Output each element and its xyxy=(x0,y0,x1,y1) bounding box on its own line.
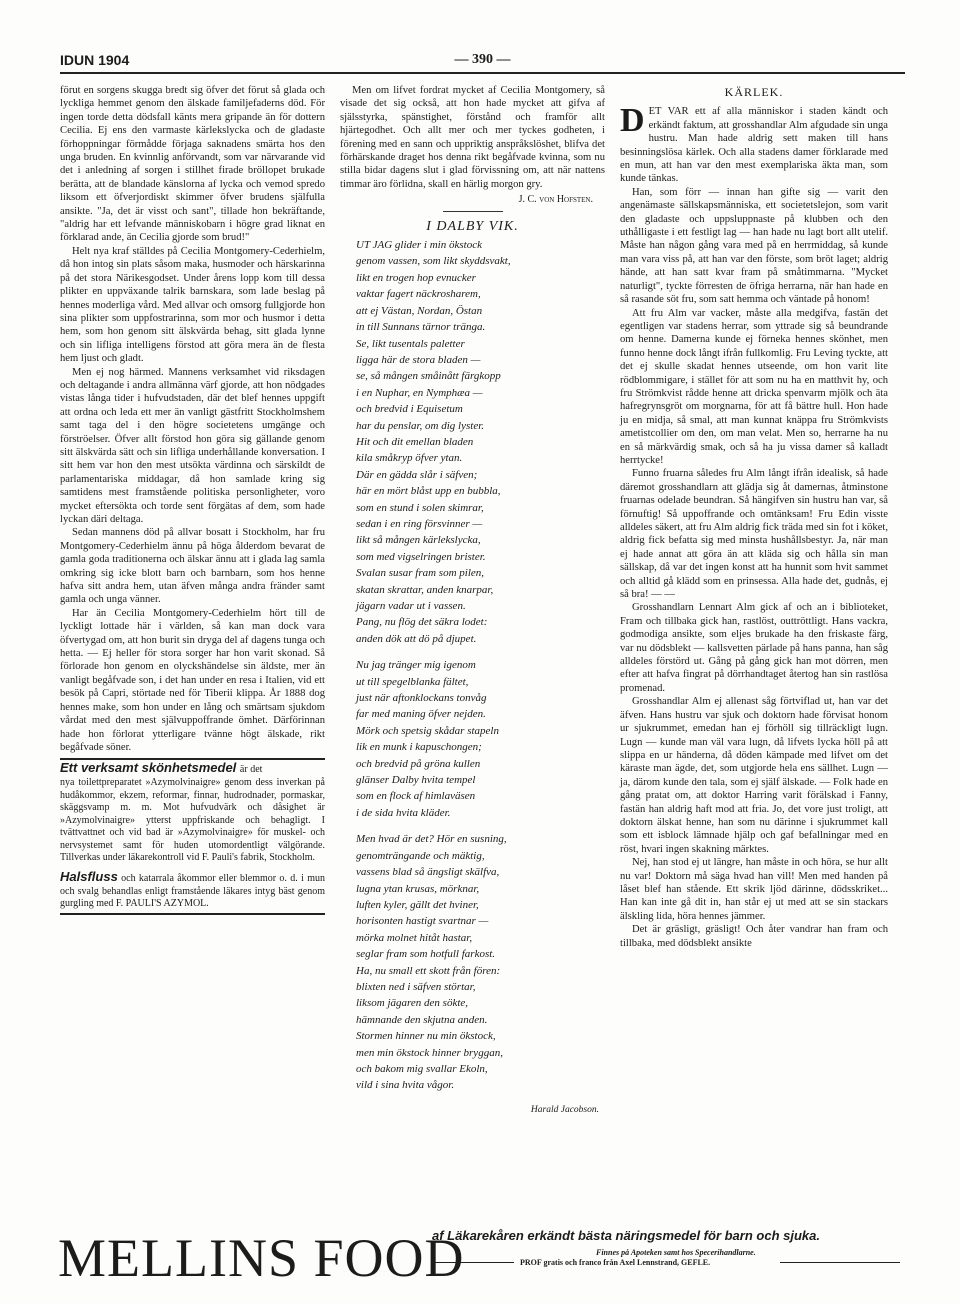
poem-line: skatan skrattar, anden knarpar, xyxy=(356,583,494,596)
poem-line: likt så mången kärlekslycka, xyxy=(356,534,481,547)
poem-line: och bredvid på gröna kullen xyxy=(356,757,481,770)
ad-heading-text: Ett verksamt skönhetsmedel xyxy=(60,760,237,776)
ad-heading: Halsfluss xyxy=(60,869,118,885)
first-paragraph xyxy=(620,102,888,185)
ad-body: nya toilettpreparatet »Azymolvinaigre» genom dess inverkan på hudåkommor, ekzem, reformar, finnar, hudrodnader, pormaskar, skäggsvamp m. m. Mot hufvudvärk och dåsighet är »Azymolvinaigre» ytterst uppfriskande och behagligt. I tvättvattnet och vid bad är »Azymolvinaigre» för muskel- och nervsystemet samt för huden utomordentligt välgörande. Tillverkas under läkarekontroll vid F. Pauli's fabrik, Stockholm. xyxy=(60,776,325,864)
page-header xyxy=(60,50,905,74)
poem-line: lik en munk i kapuschongen; xyxy=(356,741,482,754)
paragraph: Har än Cecilia Montgomery-Cederhielm hört till de lyckligt lottade här i världen, så kan man dock vara öfvertygad om, att hon burit sin dryga del af dagens tunga och hetta. — Ej heller för stora sorger har hon varit skonad. Så förlorade hon genom en olyckshändelse sin äldste, mer än vanligt begåfvade son, i det han under en resa i Italien, vid ett besök på Capri, störtade ned för Tiberii klippa. År 1888 dog hennes make, som hon under en lång och smärtsam sjukdom vårdat med den mest självuppoffrande ömhet. Därförinnan hade hon förlorat ytterligare tvänne högt älskade, rikt begåfvade söner. xyxy=(60,607,325,753)
paragraph: Det är gräsligt, gräsligt! Och åter vandrar han fram och tillbaka, med dödsblekt ansikte xyxy=(620,924,888,949)
poem-line: mörka molnet hitåt hastar, xyxy=(356,931,473,944)
mellins-sample-offer: PROF gratis och franco från Axel Lennstrand, GEFLE. xyxy=(520,1258,711,1267)
poem-line: Nu jag tränger mig igenom xyxy=(356,659,476,672)
ad-heading xyxy=(60,762,325,777)
column-3 xyxy=(620,84,888,950)
mellins-tagline: af Läkarekåren erkändt bästa näringsmedel för barn och sjuka. xyxy=(432,1228,820,1243)
paragraph: Funno fruarna således fru Alm långt ifrån idealisk, så hade däremot grosshandlarn att glädja sig åt damernas, åtminstone fruarnas odelade beundran. Så hängifven sin hustru han var, så förnuftig! Så uppoffrande och omtänksam! Fru Edin visste alldeles säkert, att fru Alm aldrig fick träda med sin fot i köket, aldrig fick befatta sig med minsta hushållsbestyr. Ja, när man ej hade annat att göra än att kläda sig och hålla sin man sällskap, då var det ingen konst att ha hunnit som hvit sammet och alltid gå klädd som en prinsessa. Alla hade det, gudnås, ej så bra! — — xyxy=(620,468,888,601)
poem-line: vassens blad så ängsligt skälfva, xyxy=(356,866,500,879)
poem-stanza xyxy=(356,831,605,1094)
ad-heading-tail: är det xyxy=(239,764,263,776)
poem-line: Där en gädda slår i säfven; xyxy=(356,468,478,481)
poem-line: här en mört blåst upp en bubbla, xyxy=(356,485,501,498)
poem-line: vaktar fagert näckrosharem, xyxy=(356,288,481,301)
magazine-issue: IDUN 1904 xyxy=(60,52,130,68)
signature-name: von Hofsten. xyxy=(539,194,593,206)
poem-line: anden dök att dö på djupet. xyxy=(356,632,477,645)
poem-line: som en stund i solen skimrar, xyxy=(356,501,484,514)
story-title: KÄRLEK. xyxy=(724,85,784,99)
column-2 xyxy=(340,84,605,1117)
paragraph: Men ej nog härmed. Mannens verksamhet vid riksdagen och deltagande i andra allmänna värf gjorde, att hon nödgades vistas långa tider i hufvudstaden, där det blef hennes uppgift att ordna och leda ett mer än vanligt gästfritt Stockholmshem samt taga del i den högre societetens umgänge och förströelser. Öfver allt förstod hon göra sig gällande genom sitt älskvärda sätt och sin lifliga underhållande konversation. I sitt hem var hon den mest utsökta värdinna och särskildt de parlamentariska middagar, då hon samlade kring sig samtidens mest framstående politiska personligheter, voro mycket eftersökta och torde sent förgätas af dem, som hade lyckan däri deltaga. xyxy=(60,366,325,525)
page-number: — 390 — xyxy=(454,52,511,67)
paragraph: förut en sorgens skugga bredt sig öfver det förut så glada och lyckliga hemmet genom den älskade familjefaderns död. För ingen torde detta dödsfall känts mera gripande än för dottern Cecilia. Ej ens den varmaste kärlekslycka och de gladaste förhoppningar förmådde förjaga saknadens smärta hos den unga bruden. En kvinnlig anförvandt, som var närvarande vid det i anledning af sorgen i stillhet firade bröllopet brukade berätta, att de blandade känslorna af lycka och vemod spredo liksom ett öfverjordiskt skimmer öfver brudens själfulla ansikte. "Ja, det är visst och sant", tillade hon bekräftande, "aldrig har ett lefvande människobarn i högre grad liknat en förklarad ande, än Cecilia gjorde som brud!" xyxy=(60,85,325,244)
author-signature xyxy=(340,193,593,206)
poem xyxy=(340,237,605,1094)
divider xyxy=(432,1262,514,1263)
poem-line: genom vassen, som likt skyddsvakt, xyxy=(356,255,511,268)
divider xyxy=(443,211,503,212)
poem-line: glänser Dalby hvita tempel xyxy=(356,774,476,787)
poem-line: som med vigselringen brister. xyxy=(356,550,486,563)
poem-line: far med maning öfver nejden. xyxy=(356,708,486,721)
poem-line: hämnande den skjutna anden. xyxy=(356,1013,488,1026)
poem-line: genomträngande och mäktig, xyxy=(356,849,485,862)
mellins-food-brand: MELLINS FOOD xyxy=(58,1228,465,1288)
poem-line: har du penslar, om dig lyster. xyxy=(356,419,485,432)
paragraph: Att fru Alm var vacker, måste alla medgifva, fastän det egentligen var stadens herrar, som yttrade sig så beundrande om henne. Damerna kunde ej förneka hennes skönhet, men funno henne dock långt ifrån fullkomlig. Fru Leving tyckte, att det ej skulle skadat hennes utseende, om hon varit lite rödblommigare, i stället för att som nu ha en matthvit hy, och fru Strömkvist rådde henne att dricka spenvarm mjölk och äta hafregrynsgröt om morgnarna, för att få bättre hull. Hon hade ju en midja, så smal, att man kunnat knäppa fru Strömkvists ametistcollier om den, om man velat. Men so, herrarne ha nu en så märkvärdig smak, och så ha ju vissa damer så kalladt herrtycke! xyxy=(620,307,888,466)
poem-line: Svalan susar fram som pilen, xyxy=(356,567,485,580)
poem-line: Men hvad är det? Hör en susning, xyxy=(356,833,507,846)
poem-line: Mörk och spetsig skådar stapeln xyxy=(356,724,499,737)
poem-title: I DALBY VIK. xyxy=(426,218,519,234)
poem-author: Harald Jacobson. xyxy=(530,1104,599,1115)
paragraph: Nej, han stod ej ut längre, han måste in och höra, se hur allt nu var! Doktorn må säga hvad han vill! Men med handen på låset blef han stående. Ett skrik ljöd därinne, dödsskriket... Han kan inte gå dit in, han står ej ut med att se sin stackars älskling lida, höra hennes jämmer. xyxy=(620,857,888,922)
poem-line: liksom jägaren den sökte, xyxy=(356,997,469,1010)
paragraph: Grosshandlarn Lennart Alm gick af och an i biblioteket, Fram och tillbaka gick han, rastlöst, outtröttligt. Hans vackra, godmodiga ansikte, som eljes brukade ha den friskaste färg, var nu dödsblekt — kallsvetten pärlade på hans panna, han såg alldeles förstörd ut. Gång på gång gick han mot dörren, men efter att hafva fingrat på dörrhandtaget återtog han sin rastlösa promenad. xyxy=(620,602,888,694)
column-1 xyxy=(60,84,325,915)
poem-line: och bredvid i Equisetum xyxy=(356,403,463,416)
poem-stanza xyxy=(356,657,605,821)
poem-line: men min ökstock hinner bryggan, xyxy=(356,1046,503,1059)
poem-line: Hit och dit emellan bladen xyxy=(356,435,474,448)
poem-line: sedan i en ring försvinner — xyxy=(356,517,483,530)
divider xyxy=(780,1262,900,1263)
poem-line: i de sida hvita kläder. xyxy=(356,806,451,819)
ad-azymolvinaigre xyxy=(60,758,325,865)
paragraph: Helt nya kraf ställdes på Cecilia Montgomery-Cederhielm, då hon intog sin plats såsom maka, husmoder och härskarinna på det stora Närikesgodset. Under årens lopp kom till dessa plikter en uppväxande talrik barnskara, som lade beslag på hennes moderliga vård. Med allvar och omsorg fullgjorde hon sina plikter som uppfostrarinna, som mor och husmor i detta hem, som hon genom sitt älskvärda behag, sitt glada lynne och sin lifliga intelligens förstod att göra mera än de flesta hem ljust och gladt. xyxy=(60,245,325,365)
poem-line: Pang, nu flög det säkra lodet: xyxy=(356,616,488,629)
poem-line: i en Nuphar, en Nymphæa — xyxy=(356,386,483,399)
poem-line: Stormen hinner nu min ökstock, xyxy=(356,1030,496,1043)
poem-line: ut till spegelblanka fältet, xyxy=(356,675,469,688)
mellins-availability: Finnes på Apoteken samt hos Specerihandlarne. xyxy=(596,1248,756,1257)
ad-body: och katarrala åkommor eller blemmor o. d. i mun och svalg behandlas enligt framstående läkares intyg bäst genom gurgling med F. PAULI'S AZYMOL. xyxy=(60,873,325,910)
poem-line: horisonten hastigt svartnar — xyxy=(356,915,489,928)
paragraph: Sedan mannens död på allvar bosatt i Stockholm, har fru Montgomery-Cederhielm ännu på höga ålderdom bevarat de gamla goda traditionerna och älskar ännu att i glada lag samla omkring sig icke blott barn och barnbarn, som hos henne hafva sitt andra hem, utan äfven många andra fränder samt gamla och unga vänner. xyxy=(60,527,325,606)
poem-line: se, så mången småinått färgkopp xyxy=(356,370,501,383)
poem-stanza xyxy=(356,237,605,647)
poem-line: jägarn vadar ut i vassen. xyxy=(356,600,466,612)
poem-line: luften kyler, gällt det hviner, xyxy=(356,898,479,911)
poem-line: lugna ytan krusas, mörknar, xyxy=(356,882,480,895)
poem-line: in till Sunnans tärnor tränga. xyxy=(356,321,486,334)
poem-line: likt en trogen hop evnucker xyxy=(356,271,476,284)
poem-line: kila småkryp öfver ytan. xyxy=(356,452,463,465)
first-paragraph-text: ET VAR ett af alla människor i staden kändt och erkändt faktum, att grosshandlar Alm afgudade sin unga hustru. Man hade aldrig sett maken till hans besinningslösa kärlek. Och alla stadens damer förklarade med en mun, att han var den mest exemplariska äkta man, som kunde tänkas. xyxy=(620,106,888,185)
poem-line: Ha, nu small ett skott från fören: xyxy=(356,964,501,977)
poem-line: seglar fram som hotfull farkost. xyxy=(356,948,496,961)
poem-line: vild i sina hvita vågor. xyxy=(356,1079,455,1092)
signature-initials: J. C. xyxy=(518,194,537,206)
paragraph: Han, som förr — innan han gifte sig — varit den angenämaste sällskapsmänniska, ett societetslejon, som varit den gladaste och uppsluppnaste på klubben och den uthålligaste i ett festligt lag — han hade nu lagt bort allt utelif. Måste han någon gång vara med på en herrmiddag, så kunde man vara viss på, att han var den förste, som bröt laget; aldrig hände, att han satt kvar fram på småtimmarna. "Mycket naturligt", tyckte förresten de öfriga herrarna, när han hade en så rasande söt fru, som satt hemma och väntade på honom! xyxy=(620,186,888,306)
poem-line: blixten ned i säfven störtar, xyxy=(356,980,476,993)
poem-line: och bakom mig svallar Ekoln, xyxy=(356,1062,488,1075)
drop-cap: D xyxy=(620,102,645,140)
poem-line: som en flock af himlaväsen xyxy=(356,790,476,803)
poem-line: just när aftonklockans tonvåg xyxy=(356,692,487,705)
ad-halsfluss xyxy=(60,869,325,915)
poem-line: UT JAG glider i min ökstock xyxy=(356,239,482,252)
paragraph: Grosshandlar Alm ej allenast såg förtviflad ut, han var det äfven. Hans hustru var sjuk och doktorn hade förvisat honom ur sjukrummet, emedan han ej förhöll sig tillräckligt lugn. Lugn — kunde man väl vara lugn, då lifvets lycka höll på att slippa en ur händerna, då döden kämpade med lifvet om det käraste man ägde, det, som utgjorde hela ens sällhet. Lugn — ja, därom kunde den tala, som ej själf älskade. — Folk hade en gång pratat om, att doktor Harring varit förälskad i Fanny, fastän han aldrig haft mod att fria. Jo, det vore just troligt, att doktorn älskat henne, han som nu därinne i sjukrummet kall som ett isblock lämnade hjälp och gaf befallningar med en röst, hvari ingen skakning märktes. xyxy=(620,696,888,855)
poem-line: Se, likt tusentals paletter xyxy=(356,337,465,350)
paragraph: Men om lifvet fordrat mycket af Cecilia Montgomery, så visade det sig också, att hon hade mycket att gifva af själsstyrka, spänstighet, förstånd och framför allt hjärtegodhet. Och allt mer och mer tyckes godheten, i förening med en sann och uppriktig anspråkslöshet, blifva det förhärskande draget hos denna rikt begåfvade kvinna, som nu stilla bidar dagens slut i glad förvissning om, att när nattens timmar äro förlidna, skall en härlig morgon gry. xyxy=(340,85,605,190)
poem-line: ligga här de stora bladen — xyxy=(356,353,481,366)
poem-line: att ej Västan, Nordan, Östan xyxy=(356,304,483,317)
